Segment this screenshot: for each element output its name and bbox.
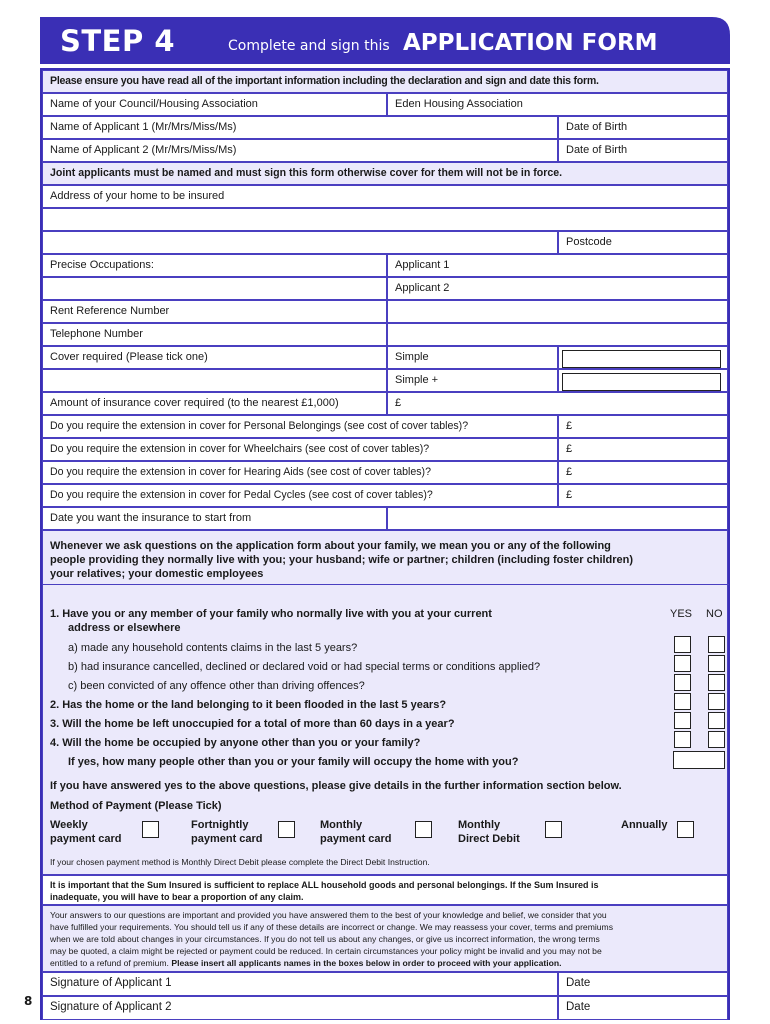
step-label: STEP 4 bbox=[60, 24, 176, 58]
family-notice-line3: your relatives; your domestic employees bbox=[50, 568, 264, 580]
pound-sign: £ bbox=[566, 489, 573, 501]
no-header: NO bbox=[706, 608, 723, 620]
question-2: 2. Has the home or the land belonging to it been flooded in the last 5 years? bbox=[50, 699, 447, 711]
direct-debit-label-2: Direct Debit bbox=[458, 833, 520, 845]
q3-no-checkbox[interactable] bbox=[708, 712, 725, 729]
question-4-followup: If yes, how many people other than you or your family will occupy the home with you? bbox=[68, 756, 519, 768]
dob-label: Date of Birth bbox=[566, 121, 628, 133]
signature-applicant2-date[interactable] bbox=[558, 996, 728, 1020]
amount-field[interactable] bbox=[387, 392, 728, 415]
telephone-label: Telephone Number bbox=[42, 323, 387, 346]
signature-applicant2-field[interactable] bbox=[42, 996, 558, 1020]
fortnightly-checkbox[interactable] bbox=[278, 821, 295, 838]
read-info-notice: Please ensure you have read all of the important information including the declaration and sign and date this form. bbox=[42, 70, 728, 93]
date-label: Date bbox=[566, 977, 591, 989]
ext-wheelchairs-label: Do you require the extension in cover for Wheelchairs (see cost of cover tables)? bbox=[42, 438, 558, 461]
q1b-no-checkbox[interactable] bbox=[708, 655, 725, 672]
occupation-applicant1-field[interactable] bbox=[387, 254, 728, 277]
sum-insured-line1: It is important that the Sum Insured is sufficient to replace ALL household goods and personal belongings. If the Sum Insured is bbox=[50, 880, 599, 890]
occupation-applicant1-label: Applicant 1 bbox=[395, 259, 450, 271]
occupations-spacer bbox=[42, 277, 387, 300]
declaration bbox=[42, 905, 728, 972]
details-notice: If you have answered yes to the above questions, please give details in the further information section below. bbox=[50, 780, 622, 792]
monthly-checkbox[interactable] bbox=[415, 821, 432, 838]
address-label: Address of your home to be insured bbox=[50, 190, 225, 202]
fortnightly-label-2: payment card bbox=[191, 833, 263, 845]
direct-debit-note: If your chosen payment method is Monthly Direct Debit please complete the Direct Debit Instruction. bbox=[50, 857, 430, 867]
q1b-yes-checkbox[interactable] bbox=[674, 655, 691, 672]
ext-personal-label: Do you require the extension in cover for Personal Belongings (see cost of cover tables)? bbox=[42, 415, 558, 438]
address-line-2[interactable] bbox=[42, 208, 728, 231]
joint-applicants-notice: Joint applicants must be named and must sign this form otherwise cover for them will not be in force. bbox=[42, 162, 728, 185]
pound-sign: £ bbox=[566, 420, 573, 432]
form-title: APPLICATION FORM bbox=[403, 30, 658, 56]
declaration-line1: Your answers to our questions are important and provided you have answered them to the best of your knowledge and belief, we consider that you bbox=[50, 910, 607, 920]
sum-insured-notice bbox=[42, 875, 728, 905]
signature-applicant1-field[interactable] bbox=[42, 972, 558, 996]
annually-checkbox[interactable] bbox=[677, 821, 694, 838]
cover-simple-label: Simple bbox=[387, 346, 558, 369]
declaration-line5 bbox=[50, 958, 562, 968]
pound-sign: £ bbox=[566, 443, 573, 455]
cover-simple-plus-checkbox[interactable] bbox=[562, 373, 721, 391]
rent-reference-field[interactable] bbox=[387, 300, 728, 323]
ext-personal-field[interactable] bbox=[558, 415, 728, 438]
council-value: Eden Housing Association bbox=[395, 98, 523, 110]
ext-wheelchairs-field[interactable] bbox=[558, 438, 728, 461]
declaration-line3: when we are told about changes in your circumstances. If you do not tell us about any changes, or give us incorrect information, the wrong terms bbox=[50, 934, 600, 944]
amount-label: Amount of insurance cover required (to the nearest £1,000) bbox=[42, 392, 387, 415]
cover-simple-plus-label: Simple + bbox=[387, 369, 558, 392]
family-notice-line2: people providing they normally live with you; your husband; wife or partner; children (including foster children) bbox=[50, 554, 634, 566]
question-1c: c) been convicted of any offence other than driving offences? bbox=[68, 680, 365, 692]
monthly-label-2: payment card bbox=[320, 833, 392, 845]
declaration-line5b: Please insert all applicants names in the boxes below in order to proceed with your application. bbox=[171, 958, 562, 968]
sum-insured-line2: inadequate, you will have to bear a proportion of any claim. bbox=[50, 892, 304, 902]
monthly-label: Monthly bbox=[320, 819, 363, 831]
weekly-checkbox[interactable] bbox=[142, 821, 159, 838]
divider bbox=[43, 584, 729, 585]
question-3: 3. Will the home be left unoccupied for a total of more than 60 days in a year? bbox=[50, 718, 455, 730]
occupants-count-input[interactable] bbox=[673, 751, 725, 769]
address-line-3[interactable] bbox=[42, 231, 558, 254]
postcode-label: Postcode bbox=[566, 236, 612, 248]
start-date-label: Date you want the insurance to start from bbox=[42, 507, 387, 530]
applicant1-label: Name of Applicant 1 (Mr/Mrs/Miss/Ms) bbox=[50, 121, 237, 133]
question-1b: b) had insurance cancelled, declined or declared void or had special terms or conditions applied? bbox=[68, 661, 541, 673]
postcode-field[interactable] bbox=[558, 231, 728, 254]
question-4: 4. Will the home be occupied by anyone other than you or your family? bbox=[50, 737, 421, 749]
start-date-field[interactable] bbox=[387, 507, 728, 530]
pound-sign: £ bbox=[566, 466, 573, 478]
occupations-label: Precise Occupations: bbox=[42, 254, 387, 277]
family-notice-line1: Whenever we ask questions on the application form about your family, we mean you or any of the following bbox=[50, 540, 611, 552]
payment-heading: Method of Payment (Please Tick) bbox=[50, 800, 222, 812]
signature-applicant1-date[interactable] bbox=[558, 972, 728, 996]
q4-no-checkbox[interactable] bbox=[708, 731, 725, 748]
declaration-line5a: entitled to a refund of premium. bbox=[50, 958, 172, 968]
rent-reference-label: Rent Reference Number bbox=[42, 300, 387, 323]
ext-pedal-label: Do you require the extension in cover for Pedal Cycles (see cost of cover tables)? bbox=[42, 484, 558, 507]
q4-yes-checkbox[interactable] bbox=[674, 731, 691, 748]
q3-yes-checkbox[interactable] bbox=[674, 712, 691, 729]
q1c-no-checkbox[interactable] bbox=[708, 674, 725, 691]
ext-hearing-label: Do you require the extension in cover for Hearing Aids (see cost of cover tables)? bbox=[42, 461, 558, 484]
council-field[interactable] bbox=[387, 93, 728, 116]
cover-simple-checkbox[interactable] bbox=[562, 350, 721, 368]
applicant1-name-field[interactable] bbox=[42, 116, 558, 139]
declaration-line4: may be quoted, a claim might be rejected or payment could be reduced. In certain circumstances your policy might be invalid and you may not be bbox=[50, 946, 602, 956]
q2-no-checkbox[interactable] bbox=[708, 693, 725, 710]
application-form bbox=[40, 68, 730, 1020]
annually-label: Annually bbox=[621, 819, 668, 831]
pound-sign: £ bbox=[395, 397, 402, 409]
ext-pedal-field[interactable] bbox=[558, 484, 728, 507]
q1c-yes-checkbox[interactable] bbox=[674, 674, 691, 691]
yes-header: YES bbox=[670, 608, 693, 620]
header-subtitle: Complete and sign this bbox=[228, 38, 390, 54]
question-1a: a) made any household contents claims in the last 5 years? bbox=[68, 642, 358, 654]
declaration-line2: have fulfilled your requirements. You should tell us if any of these details are incorrect or change. We may reassess your cover, terms and premiums bbox=[50, 922, 614, 932]
direct-debit-label: Monthly bbox=[458, 819, 501, 831]
q1a-no-checkbox[interactable] bbox=[708, 636, 725, 653]
dob-label: Date of Birth bbox=[566, 144, 628, 156]
weekly-label: Weekly bbox=[50, 819, 88, 831]
telephone-field[interactable] bbox=[387, 323, 728, 346]
signature-applicant2-label: Signature of Applicant 2 bbox=[50, 1001, 172, 1013]
page-number: 8 bbox=[24, 994, 33, 1008]
direct-debit-checkbox[interactable] bbox=[545, 821, 562, 838]
signature-applicant1-label: Signature of Applicant 1 bbox=[50, 977, 172, 989]
ext-hearing-field[interactable] bbox=[558, 461, 728, 484]
q2-yes-checkbox[interactable] bbox=[674, 693, 691, 710]
q1a-yes-checkbox[interactable] bbox=[674, 636, 691, 653]
applicant2-dob-field[interactable] bbox=[558, 139, 728, 162]
applicant1-dob-field[interactable] bbox=[558, 116, 728, 139]
cover-spacer bbox=[42, 369, 387, 392]
council-label: Name of your Council/Housing Association bbox=[42, 93, 387, 116]
date-label: Date bbox=[566, 1001, 591, 1013]
fortnightly-label: Fortnightly bbox=[191, 819, 249, 831]
applicant2-name-field[interactable] bbox=[42, 139, 558, 162]
weekly-label-2: payment card bbox=[50, 833, 122, 845]
question-1: 1. Have you or any member of your family who normally live with you at your current bbox=[50, 608, 492, 620]
address-field[interactable] bbox=[42, 185, 728, 208]
questions-section bbox=[42, 530, 728, 875]
occupation-applicant2-label: Applicant 2 bbox=[395, 282, 450, 294]
applicant2-label: Name of Applicant 2 (Mr/Mrs/Miss/Ms) bbox=[50, 144, 237, 156]
cover-required-label: Cover required (Please tick one) bbox=[42, 346, 387, 369]
occupation-applicant2-field[interactable] bbox=[387, 277, 728, 300]
question-1-cont: address or elsewhere bbox=[68, 622, 181, 634]
